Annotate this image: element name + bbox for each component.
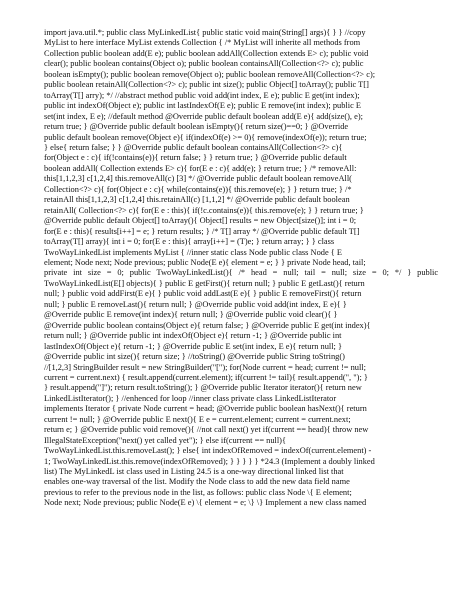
text-line: retainAll( Collection<?> c){ for(E e : this){ if(!c.contains(e)){ this.remove(e); } } return true; } xyxy=(44,205,364,215)
text-line: for(Object e : c){ if(!contains(e)){ return false; } } return true; } @Override public default xyxy=(44,153,347,163)
text-line: retainAll this[1,1,2,3] c[1,2,4] this.retainAll(c) [1,1,2] */ @Override public default boolean xyxy=(44,195,350,205)
text-line: return null; } @Override public int indexOf(Object e){ return -1; } @Override public int xyxy=(44,331,342,341)
text-line: boolean addAll( Collection extends E> c){ for(E e : c){ add(e); } return true; } /* removeAll: xyxy=(44,163,357,173)
text-line: Node next; Node previous; public Node(E e) \{ element = e; \} \} Implement a new class named xyxy=(44,498,367,508)
text-line: @Override public boolean contains(Object e){ return false; } @Override public E get(int index){ xyxy=(44,320,371,330)
text-line: import java.util.*; public class MyLinkedList{ public static void main(String[] args){ } } //copy xyxy=(44,28,366,37)
text-line: LinkedListIterator(); } //enhenced for loop //inner class private class LinkedListIterator xyxy=(44,393,337,403)
text-line: //[1,2,3] StringBuilder result = new StringBuilder("["); for(Node current = head; current != null; xyxy=(44,362,366,372)
text-line: null; } public E removeLast(){ return null; } @Override public void add(int index, E e){ } xyxy=(44,299,347,309)
document-body xyxy=(44,28,438,509)
text-line: IllegalStateException("next() yet called yet"); } else if(current == null){ xyxy=(44,435,286,445)
text-line: public boolean retainAll(Collection<?> c); public int size(); public Object[] toArray(); public T[] xyxy=(44,80,369,90)
text-line: null; } public void addFirst(E e){ } public void addLast(E e){ } public E removeFirst(){ return xyxy=(44,289,362,299)
text-line: enables one-way traversal of the list. Modify the Node class to add the new data field name xyxy=(44,477,350,487)
text-line: private int size = 0; public TwoWayLinkedList(){ /* head = null; tail = null; size = 0; */ } public xyxy=(44,268,438,278)
text-line: } else{ return false; } } @Override public default boolean containsAll(Collection<?> c){ xyxy=(44,142,343,152)
text-line: clear(); public boolean contains(Object o); public boolean containsAll(Collection<?> c); public xyxy=(44,59,364,69)
text-line: lastIndexOf(Object e){ return -1; } @Override public E set(int index, E e){ return null; } xyxy=(44,341,342,351)
text-line: @Override public default Object[] toArray(){ Object[] results = new Object[size()]; int i = 0; xyxy=(44,216,357,226)
text-line: element; Node next; Node previous; public Node(E e){ element = e; } } private Node head, tail; xyxy=(44,257,366,267)
text-line: @Override public E remove(int index){ return null; } @Override public void clear(){ } xyxy=(44,310,338,320)
text-line: return e; } @Override public void remove(){ //not call next() yet if(current == head){ throw new xyxy=(44,425,369,435)
text-line: TwoWayLinkedList(E[] objects){ } public E getFirst(){ return null; } public E getLast(){ return xyxy=(44,278,365,288)
text-line: Collection<?> c){ for(Object e : c){ while(contains(e)){ this.remove(e); } } return true; } /* xyxy=(44,184,352,194)
text-line: toArray(T[] arry); */ //abstract method public void add(int index, E e); public E get(int index); xyxy=(44,90,360,100)
text-line: 1; TwoWayLinkedList.this.remove(indexOfRemoved); } } } } } *24.3 (Implement a doubly linked xyxy=(44,456,375,466)
text-line: return true; } @Override public default boolean isEmpty(){ return size()==0; } @Override xyxy=(44,122,349,132)
text-line: this[1,1,2,3] c[1,2,4] this.removeAll(c) [3] */ @Override public default boolean removeAll( xyxy=(44,174,352,184)
text-line: set(int index, E e); //default method @Override public default boolean add(E e){ add(size(), e); xyxy=(44,111,363,121)
text-line: toArray(T[] array){ int i = 0; for(E e : this){ array[i++] = (T)e; } return array; } } class xyxy=(44,237,335,247)
text-line: public int indexOf(Object e); public int lastIndexOf(E e); public E remove(int index); public E xyxy=(44,101,361,111)
text-line: list) The MyLinkedL ist class used in Listing 24.5 is a one-way directional linked list that xyxy=(44,467,344,477)
text-line: TwoWayLinkedList.this.removeLast(); } else{ int indexOfRemoved = indexOf(current.element) - xyxy=(44,446,372,456)
text-line: boolean isEmpty(); public boolean remove(Object o); public boolean removeAll(Collection<?> c); xyxy=(44,69,376,79)
text-line: TwoWayLinkedList implements MyList { //inner static class Node public class Node { E xyxy=(44,247,342,257)
text-line: current != null; } @Override public E next(){ E e = current.element; current = current.next; xyxy=(44,414,351,424)
text-line: previous to refer to the previous node in the list, as follows: public class Node \{ E element; xyxy=(44,487,352,497)
text-line: Collection public boolean add(E e); public boolean addAll(Collection extends E> c); public void xyxy=(44,48,369,58)
text-line: implements Iterator { private Node current = head; @Override public boolean hasNext(){ return xyxy=(44,404,367,414)
text-line: MyList to here interface MyList extends Collection { /* MyList will inherite all methods from xyxy=(44,38,361,48)
text-line: for(E e : this){ results[i++] = e; } return results; } /* T[] array */ @Override public default T[] xyxy=(44,226,360,236)
text-line: public default boolean remove(Object e){ if(indexOf(e) >= 0){ remove(indexOf(e)); return true; xyxy=(44,132,367,142)
text-line: } result.append("]"); return result.toString(); } @Override public Iterator iterator(){ return new xyxy=(44,383,362,393)
text-line: @Override public int size(){ return size; } //toString() @Override public String toString() xyxy=(44,352,345,362)
text-line: current = current.next) { result.append(current.element); if(current != tail){ result.append(", "); } xyxy=(44,372,368,382)
